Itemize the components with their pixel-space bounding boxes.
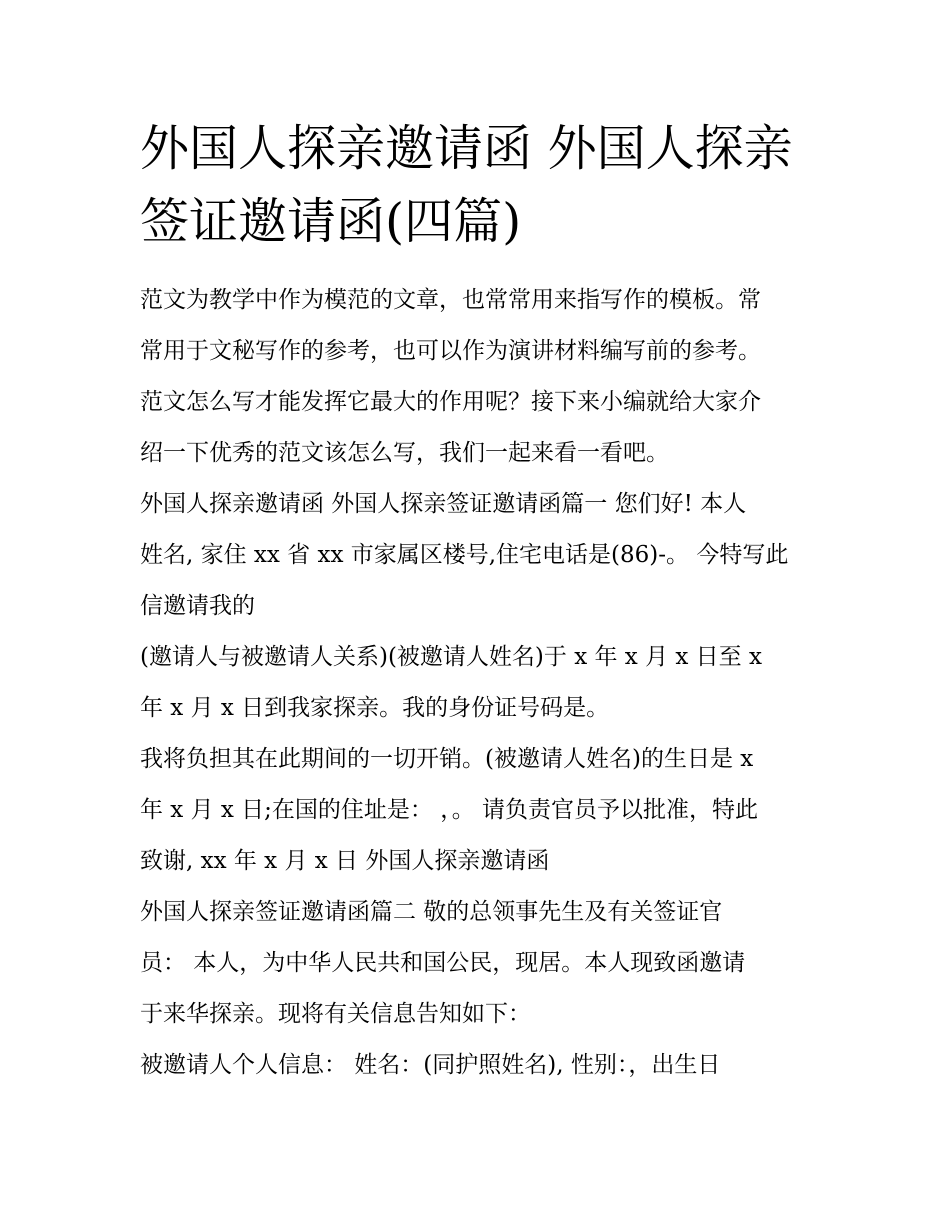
body-line: 于来华探亲。现将有关信息告知如下： [140,1001,531,1027]
body-line: 年 x 月 x 日到我家探亲。我的身份证号码是。 [140,695,610,721]
body-line: 信邀请我的 [140,593,255,619]
title-line-2: 签证邀请函(四篇) [140,193,522,250]
body-line: (邀请人与被邀请人关系)(被邀请人姓名)于 x 年 x 月 x 日至 x [140,644,762,670]
body-line: 常用于文秘写作的参考，也可以作为演讲材料编写前的参考。 [140,338,761,364]
document-body [140,275,820,1091]
body-line: 年 x 月 x 日;在国的住址是： ，。 请负责官员予以批准，特此 [140,797,759,823]
body-line: 范文怎么写才能发挥它最大的作用呢？接下来小编就给大家介 [140,389,761,415]
body-line: 我将负担其在此期间的一切开销。(被邀请人姓名)的生日是 x [140,746,754,772]
body-line: 绍一下优秀的范文该怎么写，我们一起来看一看吧。 [140,440,669,466]
body-line: 外国人探亲签证邀请函篇二 敬的总领事先生及有关签证官 [140,899,723,925]
body-line: 员： 本人，为中华人民共和国公民，现居。本人现致函邀请 [140,950,746,976]
body-line: 被邀请人个人信息： 姓名：(同护照姓名), 性别：，出生日 [140,1052,721,1078]
body-line: 外国人探亲邀请函 外国人探亲签证邀请函篇一 您们好! 本人 [140,491,747,517]
body-line: 致谢, xx 年 x 月 x 日 外国人探亲邀请函 [140,848,550,874]
title-line-1: 外国人探亲邀请函 外国人探亲 [140,120,793,177]
body-line: 范文为教学中作为模范的文章，也常常用来指写作的模板。常 [140,287,761,313]
body-line: 姓名, 家住 xx 省 xx 市家属区楼号,住宅电话是(86)-。 今特写此 [140,542,789,568]
document-title [140,112,820,258]
